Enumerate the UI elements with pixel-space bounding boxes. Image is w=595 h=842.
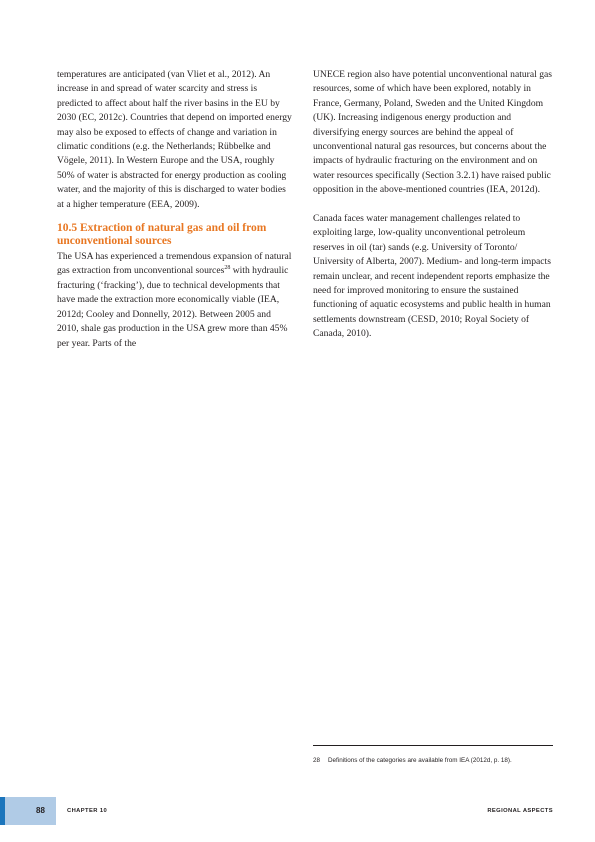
page-footer xyxy=(0,797,595,825)
right-column xyxy=(313,68,553,342)
body-paragraph xyxy=(57,250,293,351)
footnote xyxy=(313,757,553,764)
body-paragraph: temperatures are anticipated (van Vliet et al., 2012). An increase in and spread of water scarcity and stress is predicted to affect about half the river basins in the EU by 2030 (EC, 2012c). Countries that depend on imported energy may also be exposed to effects of change and variation in climatic conditions (e.g. the Netherlands; Rübbelke and Vögele, 2011). In Western Europe and the USA, roughly 50% of water is abstracted for energy production as cooling water, and the majority of this is discharged to water bodies at a higher temperature (EEA, 2009). xyxy=(57,69,292,210)
footnote-number: 28 xyxy=(313,757,321,764)
page-number: 88 xyxy=(36,806,45,815)
paragraph-text: The USA has experienced a tremendous expansion of natural gas extraction from unconventional sources xyxy=(57,251,292,277)
footnote-text: Definitions of the categories are available from IEA (2012d, p. 18). xyxy=(328,757,512,764)
footer-page-block xyxy=(5,797,56,825)
body-paragraph: Canada faces water management challenges related to exploiting large, low-quality unconventional petroleum reserves in oil (tar) sands (e.g. University of Toronto/ University of Alberta, 2007). Medium- and long-term impacts remain unclear, and recent independent reports emphasize the need for improved monitoring to ensure the sustained functioning of aquatic ecosystems and public health in human settlements downstream (CESD, 2010; Royal Society of Canada, 2010). xyxy=(313,213,551,340)
section-heading: 10.5 Extraction of natural gas and oil from unconventional sources xyxy=(57,222,267,248)
left-column xyxy=(57,68,293,351)
paragraph-text: with hydraulic fracturing (‘fracking’), due to technical developments that have made the extraction more economically viable (IEA, 2012d; Cooley and Donnelly, 2012). Between 2005 and 2010, shale gas production in the USA grew more than 45% per year. Parts of the xyxy=(57,265,289,349)
footnote-divider xyxy=(313,745,553,746)
running-title: REGIONAL ASPECTS xyxy=(487,808,553,814)
footnote-reference[interactable]: 28 xyxy=(224,265,231,272)
chapter-label: CHAPTER 10 xyxy=(67,808,108,814)
body-paragraph: UNECE region also have potential unconventional natural gas resources, some of which have been explored, notably in France, Germany, Poland, Sweden and the United Kingdom (UK). Increasing indigenous energy production and diversifying energy sources are behind the appeal of unconventional natural gas resources, but concerns about the impacts of hydraulic fracturing on the environment and on water resources specifically (Section 3.2.1) have raised public opposition in the above-mentioned countries (IEA, 2012d). xyxy=(313,69,552,196)
